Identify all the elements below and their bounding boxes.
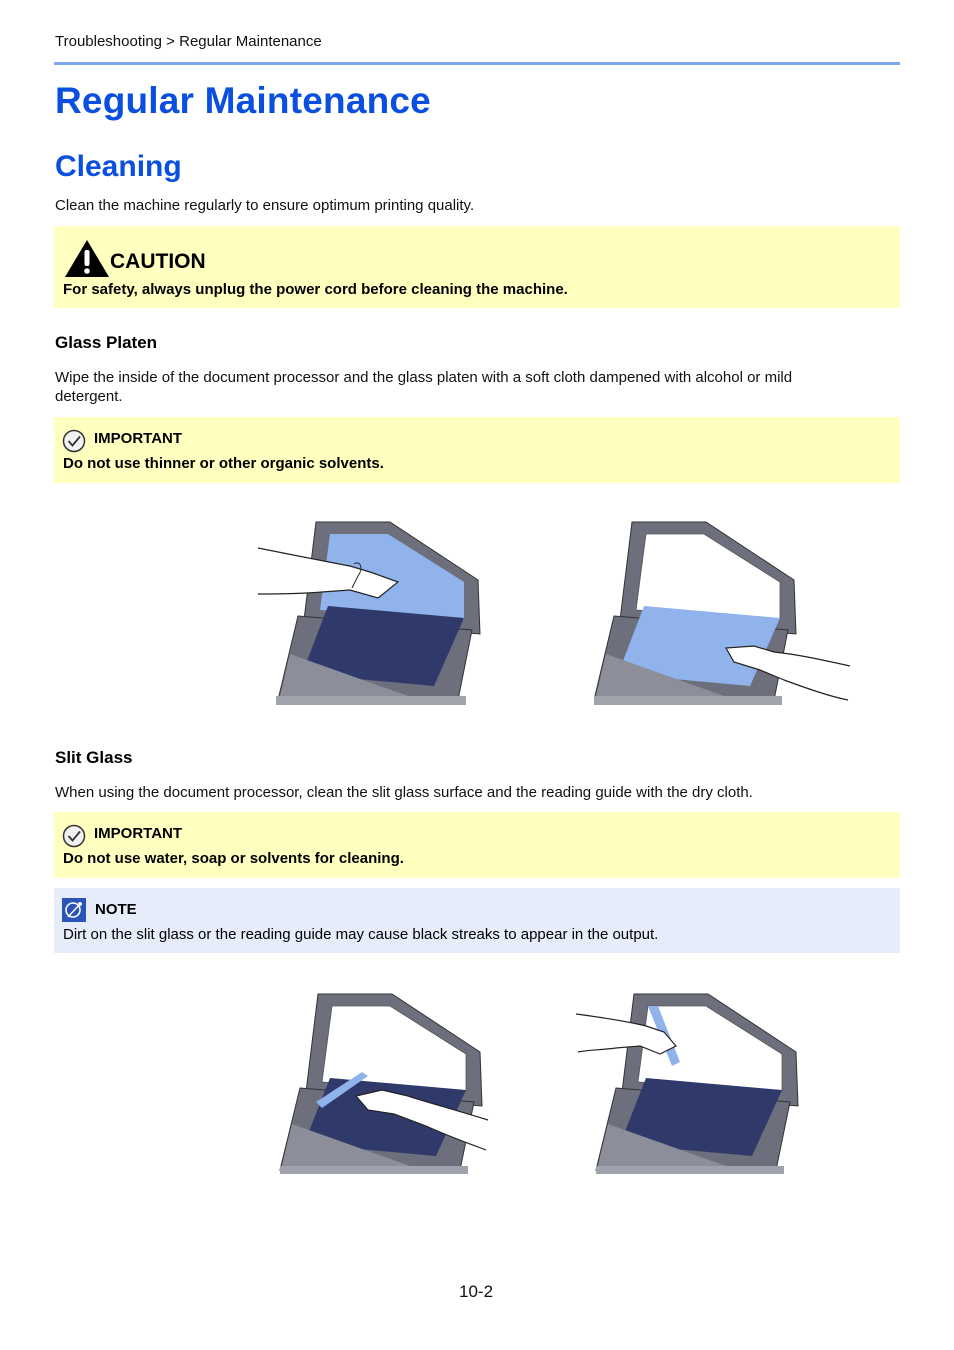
note-text: Dirt on the slit glass or the reading guide may cause black streaks to appear in the output. (63, 926, 659, 943)
note-box (54, 888, 900, 953)
page-title: Regular Maintenance (55, 80, 431, 121)
caution-text: For safety, always unplug the power cord before cleaning the machine. (63, 281, 568, 298)
check-circle-icon (62, 824, 86, 848)
illustration-wipe-lid (258, 520, 488, 705)
important-box-2 (54, 812, 900, 878)
section-title: Cleaning (55, 150, 182, 183)
slit-glass-text: When using the document processor, clean the slit glass surface and the reading guide with the dry cloth. (55, 784, 753, 801)
important-text-1: Do not use thinner or other organic solvents. (63, 455, 384, 472)
check-circle-icon (62, 429, 86, 453)
important-label-1: IMPORTANT (94, 430, 183, 447)
note-icon (62, 898, 86, 922)
breadcrumb: Troubleshooting > Regular Maintenance (55, 33, 322, 50)
caution-label: CAUTION (110, 250, 206, 273)
slit-glass-heading: Slit Glass (55, 748, 133, 767)
important-label-2: IMPORTANT (94, 825, 183, 842)
header-rule (54, 62, 900, 65)
illustration-wipe-slit-glass (276, 992, 490, 1174)
illustration-wipe-platen (594, 520, 854, 705)
important-text-2: Do not use water, soap or solvents for cleaning. (63, 850, 404, 867)
glass-platen-heading: Glass Platen (55, 333, 158, 352)
illustration-wipe-reading-guide (576, 992, 808, 1174)
section-intro: Clean the machine regularly to ensure optimum printing quality. (55, 197, 475, 214)
glass-platen-text-line2: detergent. (55, 388, 123, 405)
warning-triangle-icon (64, 238, 110, 278)
important-box-1 (54, 417, 900, 483)
glass-platen-text-line1: Wipe the inside of the document processor and the glass platen with a soft cloth dampened with alcohol or mild (55, 369, 793, 386)
page-number: 10-2 (459, 1282, 494, 1301)
note-label: NOTE (95, 901, 137, 918)
